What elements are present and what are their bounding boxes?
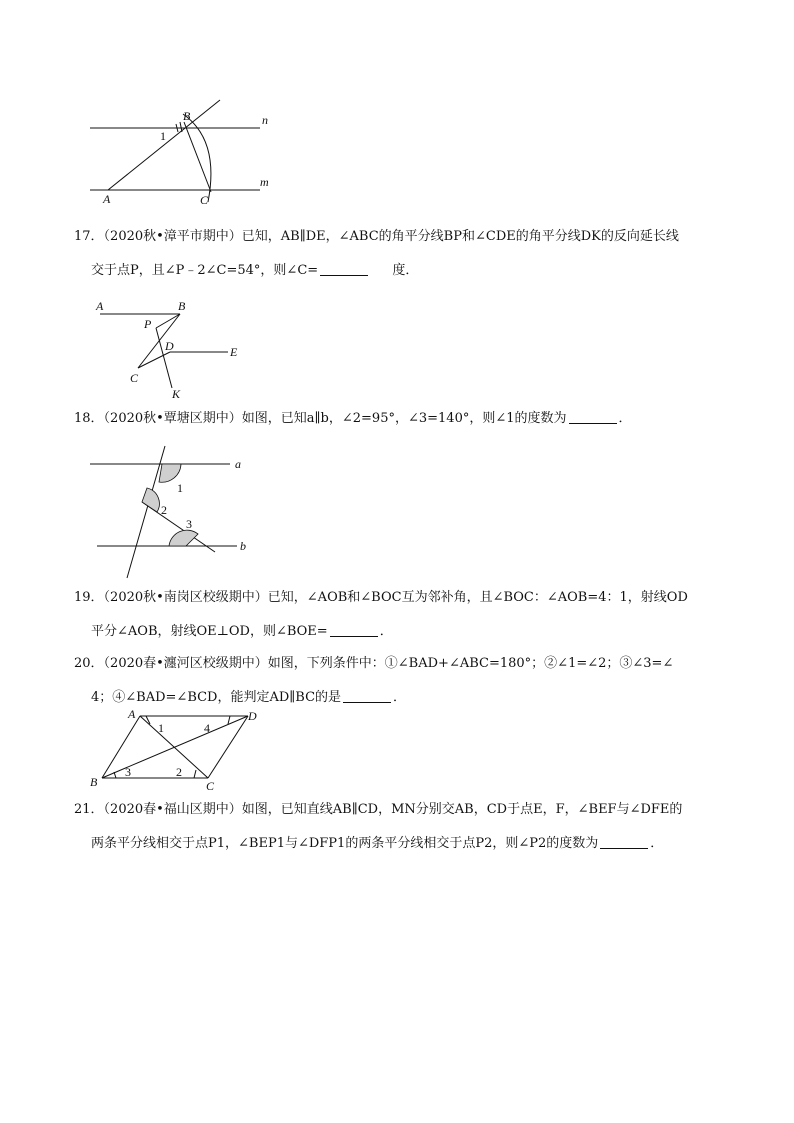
question-19: [74, 581, 734, 649]
q17-line1: 17．（2020秋•漳平市期中）已知，AB∥DE，∠ABC的角平分线BP和∠CDE的角平分线DK的反向延长线: [74, 229, 679, 244]
transversal-1: [127, 446, 165, 578]
segment-bp: [156, 314, 180, 328]
label-D: D: [165, 339, 174, 353]
label-C: C: [200, 193, 209, 207]
q21-line2: [74, 827, 734, 861]
figure-q16: [80, 100, 300, 210]
label-B: B: [90, 775, 98, 789]
label-angle-2: 2: [161, 503, 167, 517]
q19-text-b: ．: [379, 624, 393, 639]
q20-text-a: 4；④∠BAD=∠BCD，能判定AD∥BC的是: [91, 690, 342, 705]
figure-q16-svg: [80, 100, 300, 210]
label-E: E: [230, 345, 238, 359]
label-B: B: [183, 109, 191, 123]
q19-answer-blank[interactable]: [330, 622, 378, 637]
figure-q18-svg: [85, 440, 265, 580]
angle-marks: [114, 716, 230, 778]
side-dc: [208, 716, 248, 778]
label-C: C: [130, 371, 139, 385]
label-angle-4: 4: [204, 721, 210, 735]
figure-q18: [85, 440, 265, 580]
q17-answer-blank[interactable]: [320, 261, 368, 276]
angle-1-mark: [159, 464, 181, 482]
label-m: m: [260, 175, 269, 189]
q20-answer-blank[interactable]: [343, 688, 391, 703]
side-ab: [102, 716, 140, 778]
q21-line1: 21．（2020春•福山区期中）如图，已知直线AB∥CD，MN分别交AB，CD于点E，F，∠BEF与∠DFE的: [74, 802, 683, 817]
label-C: C: [206, 779, 215, 793]
label-angle-1: 1: [160, 129, 166, 143]
label-A: A: [96, 299, 104, 313]
label-b: b: [240, 539, 246, 553]
segment-cd: [138, 352, 170, 368]
label-D: D: [248, 709, 257, 723]
q20-text-b: ．: [393, 690, 407, 705]
figure-q17-svg: [90, 298, 260, 402]
arc: [183, 114, 211, 202]
q18-text-b: ．: [618, 411, 632, 426]
label-a: a: [235, 457, 241, 471]
q20-line1: 20．（2020春•瀍河区校级期中）如图，下列条件中：①∠BAD+∠ABC=180°；②∠1=∠2；③∠3=∠: [74, 656, 674, 671]
q18-text-a: 18．（2020秋•覃塘区期中）如图，已知a∥b，∠2=95°，∠3=140°，则∠1的度数为: [74, 411, 567, 426]
label-angle-1: 1: [158, 721, 164, 735]
label-angle-2: 2: [176, 765, 182, 779]
question-20: [74, 647, 734, 715]
question-18: [74, 402, 734, 436]
figure-q20-svg: [88, 706, 268, 793]
label-A: A: [103, 192, 111, 206]
bisector-line: [184, 122, 211, 192]
q17-text-a: 交于点P，且∠P﹣2∠C=54°，则∠C=: [91, 263, 319, 278]
label-n: n: [262, 113, 268, 127]
figure-q17: [90, 298, 260, 402]
label-angle-1: 1: [177, 481, 183, 495]
q17-line2: [74, 254, 734, 288]
question-21: [74, 793, 734, 861]
diagonal-bd: [102, 716, 248, 778]
transversal-ab: [108, 100, 220, 190]
q19-line1: 19．（2020秋•南岗区校级期中）已知，∠AOB和∠BOC互为邻补角，且∠BOC：∠AOB=4：1，射线OD: [74, 590, 688, 605]
label-A: A: [128, 707, 136, 721]
q21-text-b: ．: [650, 836, 664, 851]
q18-line1: [74, 402, 734, 436]
figure-q20: [88, 706, 268, 793]
label-angle-3: 3: [125, 765, 131, 779]
question-17: [74, 220, 734, 288]
label-P: P: [144, 317, 152, 331]
angle-3-mark: [169, 530, 198, 546]
q21-text-a: 两条平分线相交于点P1，∠BEP1与∠DFP1的两条平分线相交于点P2，则∠P2的度数为: [91, 836, 599, 851]
label-B: B: [178, 299, 186, 313]
q19-text-a: 平分∠AOB，射线OE⊥OD，则∠BOE=: [91, 624, 328, 639]
q18-answer-blank[interactable]: [569, 409, 617, 424]
q21-answer-blank[interactable]: [600, 834, 648, 849]
angle-mark: [176, 122, 182, 132]
q19-line2: [74, 615, 734, 649]
label-K: K: [172, 387, 181, 401]
label-angle-3: 3: [186, 517, 192, 531]
q17-text-b: 度．: [392, 263, 419, 278]
